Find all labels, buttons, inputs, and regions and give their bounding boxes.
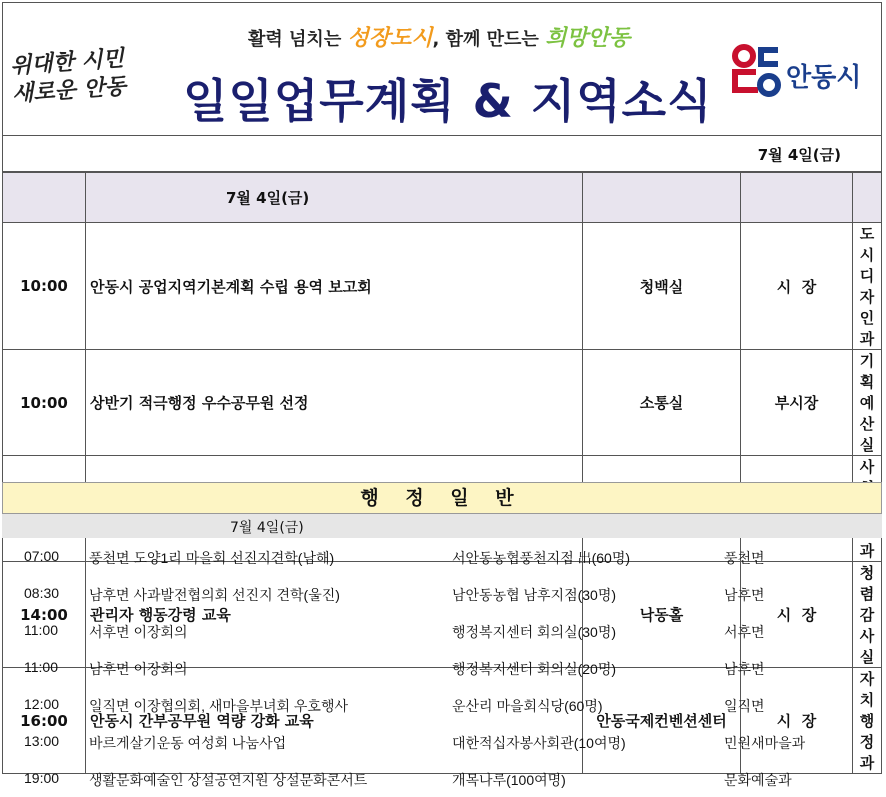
- section-title-bar: [2, 482, 882, 514]
- andong-logo-icon: [728, 43, 782, 99]
- item-title: 바르게살기운동 여성회 나눔사업: [89, 735, 287, 751]
- item-time: 13:00: [24, 733, 60, 749]
- item-title: 일직면 이장협의회, 새마을부녀회 우호행사: [89, 698, 348, 714]
- date-row: [2, 136, 882, 172]
- item-time: 07:00: [24, 548, 60, 564]
- list-item: [2, 575, 882, 612]
- general-list: [2, 538, 882, 797]
- row-time: 14:00: [3, 562, 86, 668]
- row-dept: 청렴감사실: [853, 562, 882, 668]
- header-banner: [2, 2, 882, 136]
- tagline: [248, 21, 630, 52]
- tagline-highlight-growth: 성장도시: [347, 25, 433, 51]
- item-time: 19:00: [24, 770, 60, 786]
- row-attendee: 시 장: [741, 562, 853, 668]
- andong-logo: [728, 43, 878, 103]
- item-place: 대한적십자봉사회관(10여명): [452, 735, 626, 751]
- general-date-row: [2, 514, 882, 538]
- item-dept: 민원새마을과: [724, 735, 806, 751]
- row-attendee: 부시장: [741, 350, 853, 456]
- item-dept: 서후면: [724, 624, 765, 640]
- item-time: 11:00: [24, 622, 58, 638]
- row-time: 10:00: [3, 350, 86, 456]
- tagline-highlight-hope: 희망안동: [545, 25, 631, 51]
- header-cell-blank: [583, 173, 741, 223]
- row-time: 16:00: [3, 668, 86, 774]
- item-title: 서후면 이장회의: [89, 624, 188, 640]
- item-time: 11:00: [24, 659, 58, 675]
- item-place: 행정복지센터 회의실(30명): [452, 624, 617, 640]
- item-title: 남후면 사과발전협의회 선진지 견학(울진): [89, 587, 340, 603]
- table-row: [3, 350, 882, 456]
- header-cell-blank: [853, 173, 882, 223]
- list-item: [2, 538, 882, 575]
- row-place: 소통실: [583, 350, 741, 456]
- item-place: 개목나루(100여명): [452, 772, 566, 788]
- row-attendee: 시 장: [741, 223, 853, 350]
- row-title: 관리자 행동강령 교육: [86, 562, 583, 668]
- item-title: 생활문화예술인 상설공연지원 상설문화콘서트: [89, 772, 368, 788]
- item-dept: 일직면: [724, 698, 765, 714]
- list-item: [2, 686, 882, 723]
- item-time: 08:30: [24, 585, 60, 601]
- row-dept: 도시디자인과: [853, 223, 882, 350]
- row-time: 10:00: [3, 223, 86, 350]
- header-cell-blank: [741, 173, 853, 223]
- slogan-left-line1: 위대한 시민: [9, 45, 125, 80]
- list-item: [2, 723, 882, 760]
- row-title: 상반기 적극행정 우수공무원 선정: [86, 350, 583, 456]
- item-title: 풍천면 도양1리 마을회 선진지견학(남해): [89, 550, 335, 566]
- row-dept: 기획예산실: [853, 350, 882, 456]
- item-title: 남후면 이장회의: [89, 661, 188, 677]
- item-dept: 풍천면: [724, 550, 765, 566]
- list-item: [2, 649, 882, 686]
- schedule-header-row: [3, 173, 882, 223]
- list-item: [2, 760, 882, 797]
- row-place: 청백실: [583, 223, 741, 350]
- item-dept: 문화예술과: [724, 772, 792, 788]
- row-dept: 사 과: [853, 456, 882, 562]
- row-title: 안동시 간부공무원 역량 강화 교육: [86, 668, 583, 774]
- item-time: 12:00: [24, 696, 60, 712]
- general-date: 7월 4일(금): [230, 520, 304, 536]
- list-item: [2, 612, 882, 649]
- tagline-prefix: 활력 넘치는: [248, 29, 348, 50]
- row-attendee: 시 장: [741, 668, 853, 774]
- row-place: 낙동홀: [583, 562, 741, 668]
- page-title: 일일업무계획 & 지역소식: [183, 74, 713, 128]
- item-dept: 남후면: [724, 661, 765, 677]
- item-place: 운산리 마을회식당(60명): [452, 698, 603, 714]
- row-dept: 자치행정과: [853, 668, 882, 774]
- slogan-left: [9, 42, 163, 108]
- item-dept: 남후면: [724, 587, 765, 603]
- item-place: 서안동농협풍천지점 出(60명): [452, 550, 631, 566]
- slogan-left-line2: 새로운 안동: [11, 73, 127, 108]
- row-place: 안동국제컨벤션센터: [583, 668, 741, 774]
- tagline-middle: , 함께 만드는: [432, 29, 546, 50]
- header-cell-blank: [3, 173, 86, 223]
- item-place: 행정복지센터 회의실(20명): [452, 661, 617, 677]
- schedule-header-date: 7월 4일(금): [86, 173, 583, 223]
- row-title: 안동시 공업지역기본계획 수립 용역 보고회: [86, 223, 583, 350]
- table-row: [3, 223, 882, 350]
- item-place: 남안동농협 남후지점(30명): [452, 587, 617, 603]
- logo-text: 안동시: [786, 63, 862, 93]
- date-label: 7월 4일(금): [757, 146, 841, 164]
- section-title: 행 정 일 반: [360, 487, 524, 509]
